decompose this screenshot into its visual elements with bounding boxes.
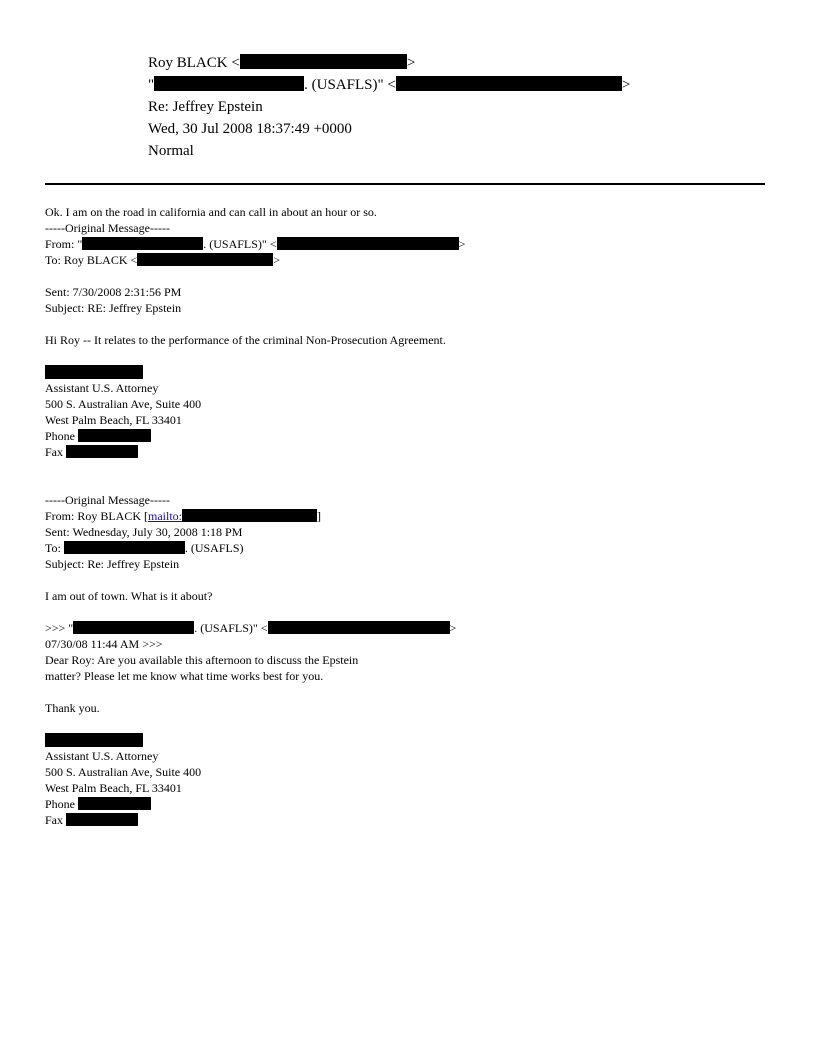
- quote-header-line: [45, 620, 456, 636]
- thanks-line: Thank you.: [45, 701, 100, 715]
- from-value: [148, 52, 415, 74]
- date-value: Wed, 30 Jul 2008 18:37:49 +0000: [148, 121, 352, 137]
- redaction-bar: [78, 429, 151, 442]
- to-close: >: [621, 77, 631, 93]
- from-close: >: [406, 55, 416, 71]
- orig1-from-close: >: [458, 237, 466, 251]
- original-message-marker: -----Original Message-----: [45, 493, 170, 507]
- signature-name-redaction: [45, 733, 143, 747]
- orig1-from-mid: . (USAFLS)" <: [203, 237, 277, 251]
- orig2-subject-line: Subject: Re: Jeffrey Epstein: [45, 557, 180, 571]
- quote-time: 07/30/08 11:44 AM >>>: [45, 637, 163, 651]
- sig2-phone-line: [45, 796, 151, 812]
- orig1-to-line: [45, 252, 280, 268]
- sig1-fax-line: [45, 444, 138, 460]
- to-quote: ": [148, 77, 155, 93]
- orig2-text: I am out of town. What is it about?: [45, 589, 213, 603]
- redaction-bar: [66, 813, 138, 826]
- redaction-bar: [66, 445, 138, 458]
- sig1-fax-label: Fax: [45, 445, 63, 459]
- from-name: Roy BLACK <: [148, 55, 240, 71]
- orig1-to-close: >: [273, 253, 281, 267]
- orig1-text: Hi Roy -- It relates to the performance of the criminal Non-Prosecution Agreement.: [45, 333, 446, 347]
- redaction-bar: [182, 509, 317, 522]
- orig1-from-line: [45, 236, 465, 252]
- orig1-from-pre: From: ": [45, 237, 83, 251]
- importance-value: Normal: [148, 143, 194, 159]
- to-org: . (USAFLS)" <: [304, 77, 396, 93]
- redaction-bar: [73, 621, 194, 634]
- quote-close: >: [449, 621, 457, 635]
- sig1-address-1: 500 S. Australian Ave, Suite 400: [45, 397, 202, 411]
- sig2-address-1: 500 S. Australian Ave, Suite 400: [45, 765, 202, 779]
- redaction-bar: [240, 54, 407, 69]
- original-message-marker: -----Original Message-----: [45, 221, 170, 235]
- to-value: [148, 74, 630, 96]
- redaction-bar: [154, 76, 304, 91]
- redaction-bar: [64, 541, 185, 554]
- sig2-fax-line: [45, 812, 138, 828]
- orig2-to-line: [45, 540, 244, 556]
- subject-value: Re: Jeffrey Epstein: [148, 99, 263, 115]
- signature-name-redaction: [45, 365, 143, 379]
- redaction-bar: [277, 237, 459, 250]
- header-divider: [45, 183, 765, 185]
- sig1-title: Assistant U.S. Attorney: [45, 381, 159, 395]
- sig1-phone-line: [45, 428, 151, 444]
- orig1-subject-line: Subject: RE: Jeffrey Epstein: [45, 301, 182, 315]
- orig2-sent-line: Sent: Wednesday, July 30, 2008 1:18 PM: [45, 525, 243, 539]
- redaction-bar: [396, 76, 622, 91]
- sig1-address-2: West Palm Beach, FL 33401: [45, 413, 182, 427]
- redaction-bar: [137, 253, 273, 266]
- orig2-from-close: ]: [317, 509, 322, 523]
- reply-line: Ok. I am on the road in california and can call in about an hour or so.: [45, 205, 377, 219]
- redaction-bar: [78, 797, 151, 810]
- orig2-from-pre: From: Roy BLACK [: [45, 509, 149, 523]
- quote-line-2: matter? Please let me know what time works best for you.: [45, 669, 324, 683]
- quote-line-1: Dear Roy: Are you available this afternoon to discuss the Epstein: [45, 653, 359, 667]
- sig2-address-2: West Palm Beach, FL 33401: [45, 781, 182, 795]
- sig2-fax-label: Fax: [45, 813, 63, 827]
- redaction-bar: [268, 621, 450, 634]
- mailto-link[interactable]: mailto:: [148, 509, 183, 523]
- sig1-phone-label: Phone: [45, 429, 75, 443]
- redaction-bar: [82, 237, 203, 250]
- orig1-to-pre: To: Roy BLACK <: [45, 253, 138, 267]
- sig2-title: Assistant U.S. Attorney: [45, 749, 159, 763]
- orig2-from-line: [45, 508, 321, 524]
- quote-mid: . (USAFLS)" <: [194, 621, 268, 635]
- orig2-to-pre: To:: [45, 541, 61, 555]
- orig1-sent-line: Sent: 7/30/2008 2:31:56 PM: [45, 285, 182, 299]
- sig2-phone-label: Phone: [45, 797, 75, 811]
- orig2-to-mid: . (USAFLS): [184, 541, 244, 555]
- quote-pre: >>> ": [45, 621, 74, 635]
